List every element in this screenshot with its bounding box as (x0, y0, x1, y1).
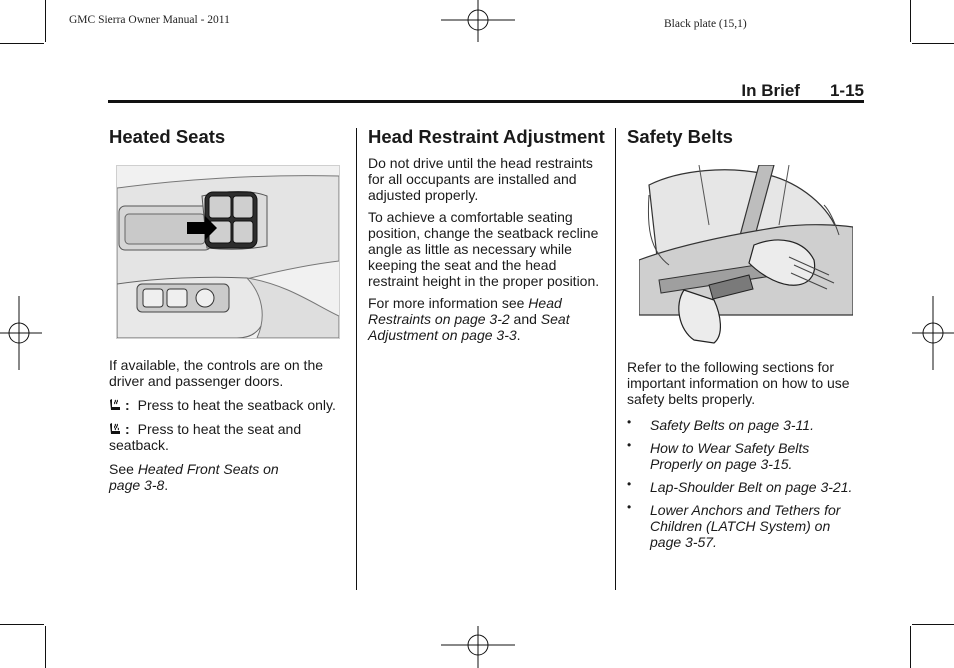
seat-adjustment-link[interactable]: Seat Adjustment on page 3-3 (368, 311, 570, 343)
see-suffix: . (164, 477, 169, 493)
running-head (741, 81, 864, 101)
safety-belts-section (627, 126, 865, 557)
registration-mark-top (441, 0, 515, 46)
see-prefix: See (109, 461, 138, 477)
head-restraint-section (368, 126, 605, 349)
seatback-heat-icon (109, 398, 122, 412)
more-info-suffix: . (516, 327, 521, 343)
seat-and-back-heat-colon: : (125, 421, 130, 437)
seat-and-back-heat-icon (109, 422, 122, 436)
header-rule (108, 100, 864, 103)
safety-belts-link[interactable]: • Safety Belts on page 3-11. (627, 417, 865, 433)
registration-mark-left (0, 296, 42, 370)
door-controls-illustration (116, 165, 340, 339)
head-restraint-reference (368, 295, 605, 343)
manual-title: GMC Sierra Owner Manual - 2011 (69, 14, 230, 26)
registration-mark-bottom (441, 626, 515, 668)
page-number: 1-15 (829, 81, 864, 100)
head-restraints-link[interactable]: Head Restraints on page 3-2 (368, 295, 562, 327)
plate-label: Black plate (15,1) (664, 18, 747, 30)
heated-seats-title: Heated Seats (109, 126, 226, 147)
heated-seats-section (109, 126, 341, 499)
head-restraint-title: Head Restraint Adjustment (368, 126, 605, 147)
seatback-heat-colon: : (125, 397, 130, 413)
column-divider-2 (615, 128, 616, 590)
seatback-heat-text: Press to heat the seatback only. (137, 397, 336, 413)
registration-mark-right (912, 296, 954, 370)
lap-shoulder-belt-link[interactable]: • Lap-Shoulder Belt on page 3-21. (627, 479, 865, 495)
seatback-heat-item (109, 397, 341, 413)
heated-front-seats-link[interactable]: Heated Front Seats on page 3-8 (109, 461, 279, 493)
safety-belts-intro: Refer to the following sections for important information on how to use safety belts properly. (627, 359, 850, 407)
heated-seats-intro: If available, the controls are on the driver and passenger doors. (109, 357, 324, 389)
heated-seats-reference (109, 461, 299, 493)
latch-system-link[interactable]: • Lower Anchors and Tethers for Children (LATCH System) on page 3-57. (627, 502, 865, 550)
head-restraint-warning: Do not drive until the head restraints for all occupants are installed and adjusted properly. (368, 155, 593, 203)
seat-and-back-heat-item (109, 421, 341, 453)
safety-belt-illustration (639, 165, 853, 347)
column-divider-1 (356, 128, 357, 590)
section-name: In Brief (741, 81, 800, 100)
seat-and-back-heat-text: Press to heat the seat and seatback. (109, 421, 302, 453)
head-restraint-instructions: To achieve a comfortable seating position, change the seatback recline angle as little as necessary while keeping the seat and the head restraint height in the proper position. (368, 209, 600, 289)
more-info-and: and (509, 311, 541, 327)
safety-belt-links (627, 417, 865, 550)
how-to-wear-link[interactable]: • How to Wear Safety Belts Properly on page 3-15. (627, 440, 865, 472)
safety-belts-title: Safety Belts (627, 126, 733, 147)
more-info-prefix: For more information see (368, 295, 529, 311)
